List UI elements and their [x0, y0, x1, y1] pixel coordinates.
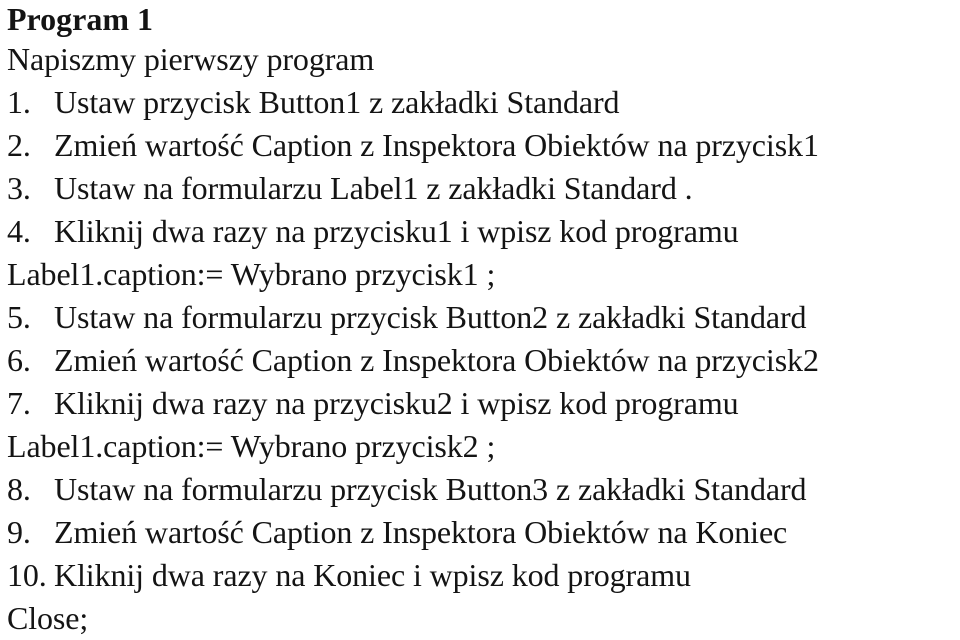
step-number: 6. — [7, 342, 31, 378]
step-text: Ustaw przycisk Button1 z zakładki Standard — [54, 84, 620, 120]
intro-text: Napiszmy pierwszy program — [7, 41, 375, 77]
step-text: Kliknij dwa razy na przycisku1 i wpisz kod programu — [54, 213, 739, 249]
step-text: Ustaw na formularzu Label1 z zakładki Standard . — [54, 170, 693, 206]
step-10 — [7, 554, 960, 597]
page-title: Program 1 — [7, 1, 154, 37]
step-3 — [7, 167, 960, 210]
step-number: 4. — [7, 213, 31, 249]
step-4 — [7, 210, 960, 253]
step-text: Ustaw na formularzu przycisk Button3 z zakładki Standard — [54, 471, 807, 507]
step-10-code: Close; — [7, 600, 89, 636]
step-text: Kliknij dwa razy na przycisku2 i wpisz kod programu — [54, 385, 739, 421]
step-4-code: Label1.caption:= Wybrano przycisk1 ; — [7, 256, 496, 292]
step-text: Zmień wartość Caption z Inspektora Obiektów na przycisk2 — [54, 342, 819, 378]
step-number: 5. — [7, 299, 31, 335]
step-number: 2. — [7, 127, 31, 163]
step-number: 3. — [7, 170, 31, 206]
step-5 — [7, 296, 960, 339]
step-7-code: Label1.caption:= Wybrano przycisk2 ; — [7, 428, 496, 464]
step-number: 1. — [7, 84, 31, 120]
step-8 — [7, 468, 960, 511]
step-number: 8. — [7, 471, 31, 507]
step-6 — [7, 339, 960, 382]
step-text: Zmień wartość Caption z Inspektora Obiektów na przycisk1 — [54, 127, 819, 163]
step-1 — [7, 81, 960, 124]
step-number: 9. — [7, 514, 31, 550]
step-number: 7. — [7, 385, 31, 421]
step-text: Zmień wartość Caption z Inspektora Obiektów na Koniec — [54, 514, 788, 550]
step-2 — [7, 124, 960, 167]
step-7 — [7, 382, 960, 425]
step-number: 10. — [7, 557, 47, 593]
step-9 — [7, 511, 960, 554]
step-text: Ustaw na formularzu przycisk Button2 z zakładki Standard — [54, 299, 807, 335]
step-text: Kliknij dwa razy na Koniec i wpisz kod programu — [54, 557, 691, 593]
